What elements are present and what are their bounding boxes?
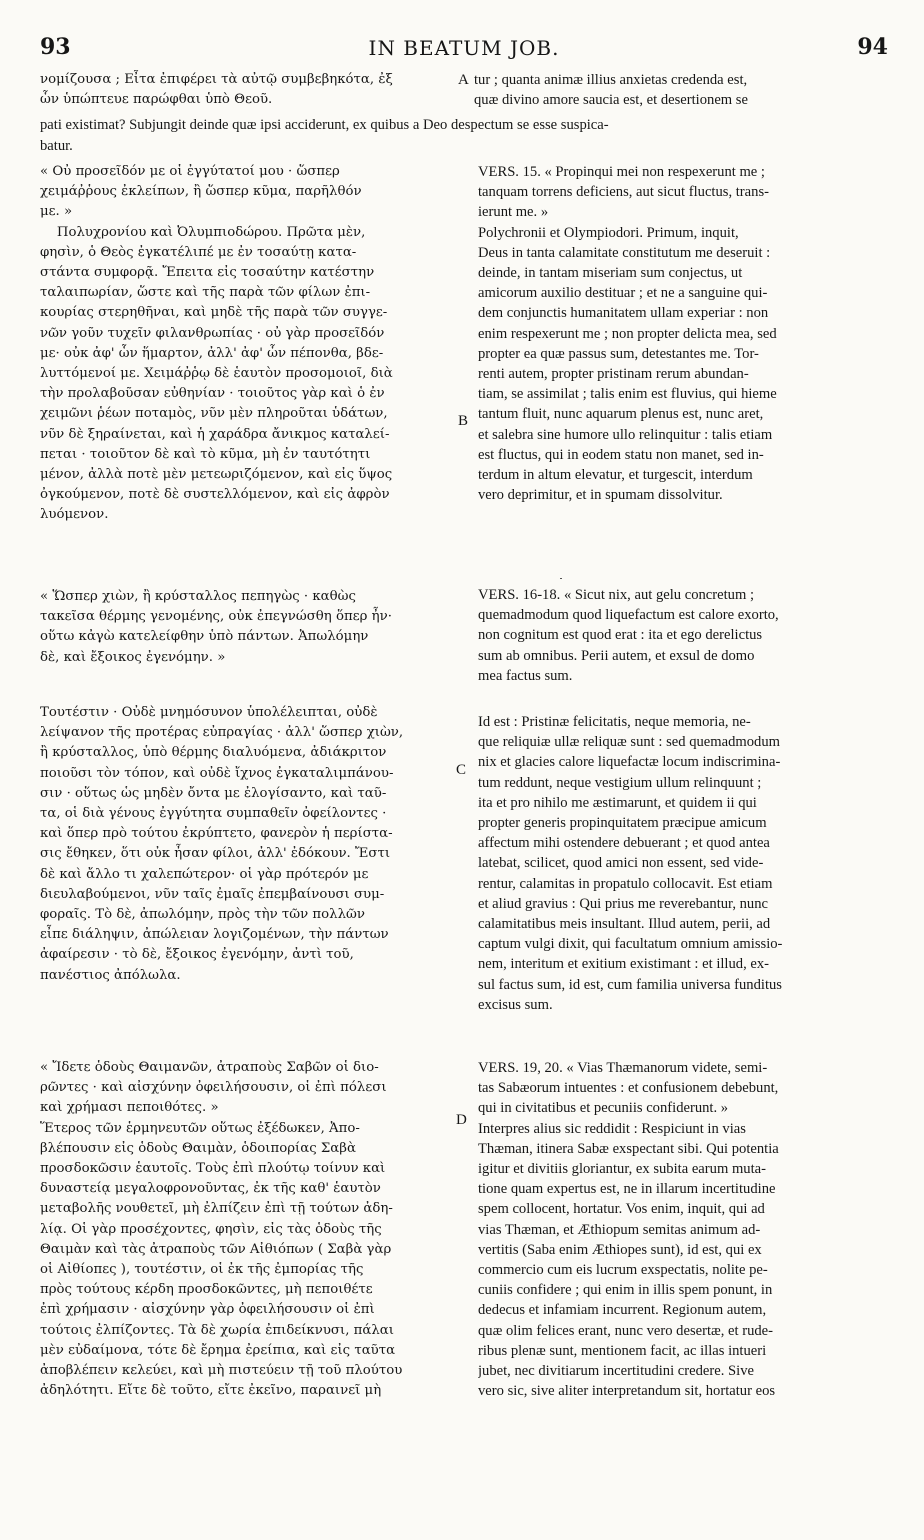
text-line: rentur, calamitas in propatulo collocavit. Est etiam xyxy=(478,875,773,892)
text-line: VERS. 15. « Propinqui mei non respexerunt me ; xyxy=(478,164,765,180)
text-line: χειμάῤῥους ἐκλείπων, ἢ ὥσπερ κῦμα, παρῆλθόν xyxy=(40,184,362,200)
text-line: διευλαβούμενοι, νῦν ταῖς ἐμαῖς ἐπεμβαίνουσι συμ- xyxy=(40,886,385,902)
text-line: ρῶντες · καὶ αἰσχύνην ὀφειλήσουσιν, οἱ ἐπὶ πόλεσι xyxy=(40,1080,387,1096)
spanning-line-1: pati existimat? Subjungit deinde quæ ipsi acciderunt, ex quibus a Deo despectum se esse suspica- xyxy=(40,117,609,133)
text-line: ita et pro nihilo me æstimarunt, et quidem ii qui xyxy=(478,794,757,811)
text-line: βλέπουσιν εἰς ὁδοὺς Θαιμὰν, ὁδοιπορίας Σαβὰ xyxy=(40,1140,356,1156)
text-line: que reliquiæ ullæ reliquæ sunt : sed quemadmodum xyxy=(478,734,780,751)
text-line: tione quam expertus est, ne in illarum incertitudine xyxy=(478,1181,776,1198)
text-line: dedecus et infamiam incurrent. Regionum autem, xyxy=(478,1302,767,1319)
text-line: φοραῖς. Τὸ δὲ, ἀπωλόμην, πρὸς τὴν τῶν πολλῶν xyxy=(40,907,365,923)
text-line: προσδοκῶσιν ἑαυτοῖς. Τοὺς ἐπὶ πλούτῳ τοίνυν καὶ xyxy=(40,1161,386,1177)
text-line: vero deprimitur, et in spumam dissolvitur. xyxy=(478,487,723,504)
text-line: ταλαιπωρίαν, ὥστε καὶ τῆς παρὰ τῶν φίλων ἐπι- xyxy=(40,285,371,301)
text-line: sul factus sum, id est, cum familia universa funditus xyxy=(478,976,782,993)
text-line: captum vulgi dixit, qui facultatum omnium amissio- xyxy=(478,936,783,953)
text-line: πανέστιος ἀπόλωλα. xyxy=(40,967,181,983)
text-line: deinde, in tantam miseriam sum conjectus, ut xyxy=(478,265,743,282)
text-line: quæ olim felices erant, nunc vero desertæ, et rude- xyxy=(478,1322,774,1339)
text-line: ἐπὶ χρήμασιν · αἰσχύνην γὰρ ὀφειλήσουσιν οἱ ἐπὶ xyxy=(40,1302,375,1318)
text-line: commercio cum eis lucrum exspectatis, nolite pe- xyxy=(478,1262,768,1279)
text-line: τακεῖσα θέρμης γενομένης, οὐκ ἐπεγνώσθη ὅπερ ἦν· xyxy=(40,609,392,625)
text-line: πεται · τοιοῦτον δὲ καὶ τὸ κῦμα, μὴ ἐν ταυτότητι xyxy=(40,446,371,462)
text-line: non cognitum est quod erat : ita et ego derelictus xyxy=(478,627,763,644)
page-number-right: 94 xyxy=(857,34,888,60)
text-line: σιν · οὕτως ὡς μηδὲν ὄντα με ἐλογίσαντο, καὶ ταῦ- xyxy=(40,785,387,801)
text-line: οὕτω κἀγὼ κατελείφθην ὑπὸ πάντων. Ἀπωλόμην xyxy=(40,629,369,645)
text-line: δὲ καὶ ἄλλο τι χαλεπώτερον· οἱ γὰρ πρότερόν με xyxy=(40,866,369,882)
text-line: tum reddunt, neque vestigium ullum relinquunt ; xyxy=(478,774,762,791)
text-line: ὀγκούμενον, ποτὲ δὲ συστελλόμενον, καὶ εἰς ἀφρὸν xyxy=(40,487,390,503)
text-line: propter ea quæ passus sum, detestantes me. Tor- xyxy=(478,345,759,362)
text-line: με. » xyxy=(40,204,73,220)
left-column-block-3 xyxy=(40,703,472,986)
text-line: δὲ, καὶ ἔξοικος ἐγενόμην. » xyxy=(40,649,226,665)
text-line: nix et glacies calore liquefactæ locum indiscrimina- xyxy=(478,754,781,771)
text-line: εἶπε διάληψιν, ἀπώλειαν λογιζομένων, τὴν πάντων xyxy=(40,927,389,943)
text-line: tantum fluit, nunc aquarum plenus est, nunc aret, xyxy=(478,406,764,423)
text-line: ποιοῦσι τὸν τόπον, καὶ οὐδὲ ἴχνος ἐγκαταλιμπάνου- xyxy=(40,765,394,781)
text-line: « Ἴδετε ὁδοὺς Θαιμανῶν, ἀτραποὺς Σαβῶν οἱ διο- xyxy=(40,1060,379,1075)
text-line: Id est : Pristinæ felicitatis, neque memoria, ne- xyxy=(478,714,751,730)
text-line: Θαιμὰν καὶ τὰς ἀτραποὺς τῶν Αἰθιόπων ( Σαβὰ γὰρ xyxy=(40,1241,392,1257)
text-line: σις ἔθηκεν, ὅτι οὐκ ἦσαν φίλοι, ἀλλ' ἐδόκουν. Ἔστι xyxy=(40,846,391,862)
section-marker-b: B xyxy=(458,413,469,429)
text-line: ὧν ὑπώπτευε παρώφθαι ὑπὸ Θεοῦ. xyxy=(40,92,273,108)
text-line: νομίζουσα ; Εἶτα ἐπιφέρει τὰ αὐτῷ συμβεβηκότα, ἐξ xyxy=(40,72,393,87)
text-line: tur ; quanta animæ illius anxietas credenda est, xyxy=(474,72,748,88)
text-line: vertitis (Saba enim Æthiopes sunt), id est, qui ex xyxy=(478,1241,762,1258)
text-line: terdum in altum elevatur, et turgescit, interdum xyxy=(478,467,753,484)
text-line: et aliud gravius : Qui prius me reverebantur, nunc xyxy=(478,895,768,912)
text-line: Ἕτερος τῶν ἑρμηνευτῶν οὕτως ἐξέδωκεν, Ἀπο- xyxy=(40,1120,360,1136)
text-line: jubet, nec divitiarum incertitudini credere. Sive xyxy=(478,1363,754,1380)
text-line: τὴν προλαβοῦσαν εὐθηνίαν · τοιοῦτος γὰρ καὶ ὁ ἐν xyxy=(40,386,385,402)
left-column-block-2 xyxy=(40,587,472,668)
text-line: Thæman, itinera Sabæ exspectant sibi. Qui potentia xyxy=(478,1140,779,1157)
left-column-block-4 xyxy=(40,1058,472,1401)
text-line: propter generis propinquitatem præcipue amicum xyxy=(478,815,767,832)
text-line: καὶ ὅπερ πρὸ τούτου ἐκρύπτετο, φανερὸν ἡ περίστα- xyxy=(40,826,393,842)
text-line: VERS. 16-18. « Sicut nix, aut gelu concretum ; xyxy=(478,587,755,603)
text-line: ierunt me. » xyxy=(478,204,549,221)
text-line: ἀδηλότητι. Εἴτε δὲ τοῦτο, εἴτε ἐκεῖνο, παραινεῖ μὴ xyxy=(40,1383,382,1399)
top-right-latin-fragment xyxy=(474,70,894,110)
text-line: στάντα συμφορᾷ. Ἔπειτα εἰς τοσαύτην κατέστην xyxy=(40,265,375,281)
text-line: enim respexerunt me ; non propter delicta mea, sed xyxy=(478,325,777,342)
text-line: δυναστείᾳ μεγαλοφρονοῦντας, ἐκ τῆς καθ' ἑαυτὸν xyxy=(40,1181,381,1197)
text-line: τα, οἱ διὰ γένους ἐγγύτητα συμπαθεῖν ὀφείλοντες · xyxy=(40,806,387,822)
text-line: λείψανον τῆς προτέρας εὐπραγίας · ἀλλ' ὥσπερ χιὼν, xyxy=(40,725,404,741)
text-line: « Οὐ προσεῖδόν με οἱ ἐγγύτατοί μου · ὥσπερ xyxy=(40,164,340,179)
page-number-left: 93 xyxy=(40,34,71,60)
text-line: νῦν δὲ ξηραίνεται, καὶ ἡ χαράδρα ἄνικμος καταλεί- xyxy=(40,426,390,442)
text-line: μεταβολῆς νουθετεῖ, μὴ ἐλπίζειν ἐπὶ τῇ τούτων ἀδη- xyxy=(40,1201,393,1217)
text-line: χειμῶνι ῥέων ποταμὸς, νῦν μὲν πληροῦται ὑδάτων, xyxy=(40,406,388,422)
text-line: οἱ Αἰθίοπες ), τουτέστιν, οἱ ἐκ τῆς ἐμπορίας τῆς xyxy=(40,1262,364,1278)
running-title: IN BEATUM JOB. xyxy=(368,36,560,60)
text-line: καὶ χρήμασι πεποιθότες. » xyxy=(40,1100,219,1116)
text-line: Polychronii et Olympiodori. Primum, inquit, xyxy=(478,224,739,241)
text-line: ἀφαίρεσιν · τὸ δὲ, ἔξοικος ἐγενόμην, ἀντὶ τοῦ, xyxy=(40,947,354,963)
text-line: tas Sabæorum intuentes : et confusionem debebunt, xyxy=(478,1080,779,1097)
text-line: « Ὥσπερ χιὼν, ἢ κρύσταλλος πεπηγὼς · καθὼς xyxy=(40,589,356,604)
text-line: mea factus sum. xyxy=(478,667,573,684)
text-line: et salebra sine humore ullo relinquitur : talis etiam xyxy=(478,426,773,443)
text-line: tanquam torrens deficiens, aut sicut fluctus, trans- xyxy=(478,184,769,201)
text-line: calamitatibus meis insultant. Illud autem, perii, ad xyxy=(478,916,771,933)
text-line: φησὶν, ὁ Θεὸς ἐγκατέλιπέ με ἐν τοσαύτῃ κατα- xyxy=(40,244,357,260)
text-line: igitur et divitiis gloriantur, ex subita earum muta- xyxy=(478,1161,766,1178)
text-line: Deus in tanta calamitate constitutum me deseruit : xyxy=(478,244,771,261)
text-line: excisus sum. xyxy=(478,996,553,1013)
separator-rule xyxy=(560,578,562,579)
right-column-block-4 xyxy=(478,1058,896,1401)
text-line: nem, interitum et exitium existimant : et illud, ex- xyxy=(478,956,770,973)
text-line: quemadmodum quod liquefactum est calore exorto, xyxy=(478,607,779,624)
text-line: Πολυχρονίου καὶ Ὀλυμπιοδώρου. Πρῶτα μὲν, xyxy=(40,224,366,240)
top-left-greek-fragment xyxy=(40,70,450,110)
right-column-block-2 xyxy=(478,585,896,686)
text-line: qui in civitatibus et pecuniis confiderunt. » xyxy=(478,1100,729,1117)
text-line: spem collocent, hortatur. Vos enim, inquit, qui ad xyxy=(478,1201,765,1218)
left-column-block-1 xyxy=(40,162,472,526)
text-line: Interpres alius sic reddidit : Respiciunt in vias xyxy=(478,1120,746,1137)
text-line: VERS. 19, 20. « Vias Thæmanorum videte, semi- xyxy=(478,1060,768,1076)
text-line: vias Thæman, et Æthiopum semitas animum ad- xyxy=(478,1221,761,1238)
spanning-line-2: batur. xyxy=(40,138,73,154)
page-header xyxy=(40,34,888,62)
section-marker-d: D xyxy=(456,1112,467,1128)
text-line: πρὸς τούτους κέρδη προσδοκῶντες, μὴ πεποιθέτε xyxy=(40,1282,373,1298)
text-line: τούτοις ἐλπίζοντες. Τὰ δὲ χωρία ἐπιδείκνυσι, πάλαι xyxy=(40,1322,394,1338)
text-line: ἢ κρύσταλλος, ὑπὸ θέρμης διαλυόμενα, ἀδιάκριτον xyxy=(40,745,387,761)
right-column-block-3 xyxy=(478,712,896,1015)
text-line: affectum mihi ostendere debuerant ; et quod antea xyxy=(478,835,770,852)
text-line: quæ divino amore saucia est, et desertionem se xyxy=(474,92,748,109)
text-line: κουρίας στερηθῆναι, καὶ μηδὲ τῆς παρὰ τῶν συγγε- xyxy=(40,305,388,321)
text-line: latebat, scilicet, quod amici non essent, sed vide- xyxy=(478,855,764,872)
text-line: sum ab omnibus. Perii autem, et exsul de domo xyxy=(478,647,755,664)
text-line: λυόμενον. xyxy=(40,507,109,523)
text-line: cuniis confidere ; qui enim in illis spem ponunt, in xyxy=(478,1282,773,1299)
text-line: με· οὐκ ἀφ' ὧν ἥμαρτον, ἀλλ' ἀφ' ὧν πέπονθα, βδε- xyxy=(40,345,384,361)
text-line: est fluctus, qui in eodem statu non manet, sed in- xyxy=(478,446,764,463)
right-column-block-1 xyxy=(478,162,896,505)
text-line: renti autem, propter pristinam rerum abundan- xyxy=(478,366,749,383)
text-line: dem conjunctis humanitatem ullam experiar : non xyxy=(478,305,769,322)
text-line: Τουτέστιν · Οὐδὲ μνημόσυνον ὑπολέλειπται, οὐδὲ xyxy=(40,705,378,720)
text-line: λίᾳ. Οἱ γὰρ προσέχοντες, φησὶν, εἰς τὰς ὁδοὺς τῆς xyxy=(40,1221,382,1237)
text-line: amicorum auxilio destituar ; et ne a sanguine qui- xyxy=(478,285,768,302)
text-line: ribus plenæ sunt, mentionem facit, ac illas intueri xyxy=(478,1342,767,1359)
text-line: vero sic, sive aliter interpretandum sit, hortatur eos xyxy=(478,1383,776,1400)
text-line: μένον, ἀλλὰ ποτὲ μὲν μετεωριζόμενον, καὶ εἰς ὕψος xyxy=(40,467,393,483)
text-line: νῶν γοῦν τυχεῖν φιλανθρωπίας · οὐ γὰρ προσεῖδόν xyxy=(40,325,385,341)
text-line: tiam, se assimilat ; talis enim est fluvius, qui hieme xyxy=(478,386,777,403)
text-line: λυττόμενοί με. Χειμάῤῥῳ δὲ ἑαυτὸν προσομοιοῖ, διὰ xyxy=(40,366,393,382)
text-line: ἀποβλέπειν κελεύει, καὶ μὴ πιστεύειν τῇ τοῦ πλούτου xyxy=(40,1363,403,1379)
section-marker-a: A xyxy=(458,72,469,88)
text-line: μὲν εὐδαίμονα, τότε δὲ ἔρημα ἐρείπια, καὶ εἰς ταῦτα xyxy=(40,1342,396,1358)
section-marker-c: C xyxy=(456,762,467,778)
